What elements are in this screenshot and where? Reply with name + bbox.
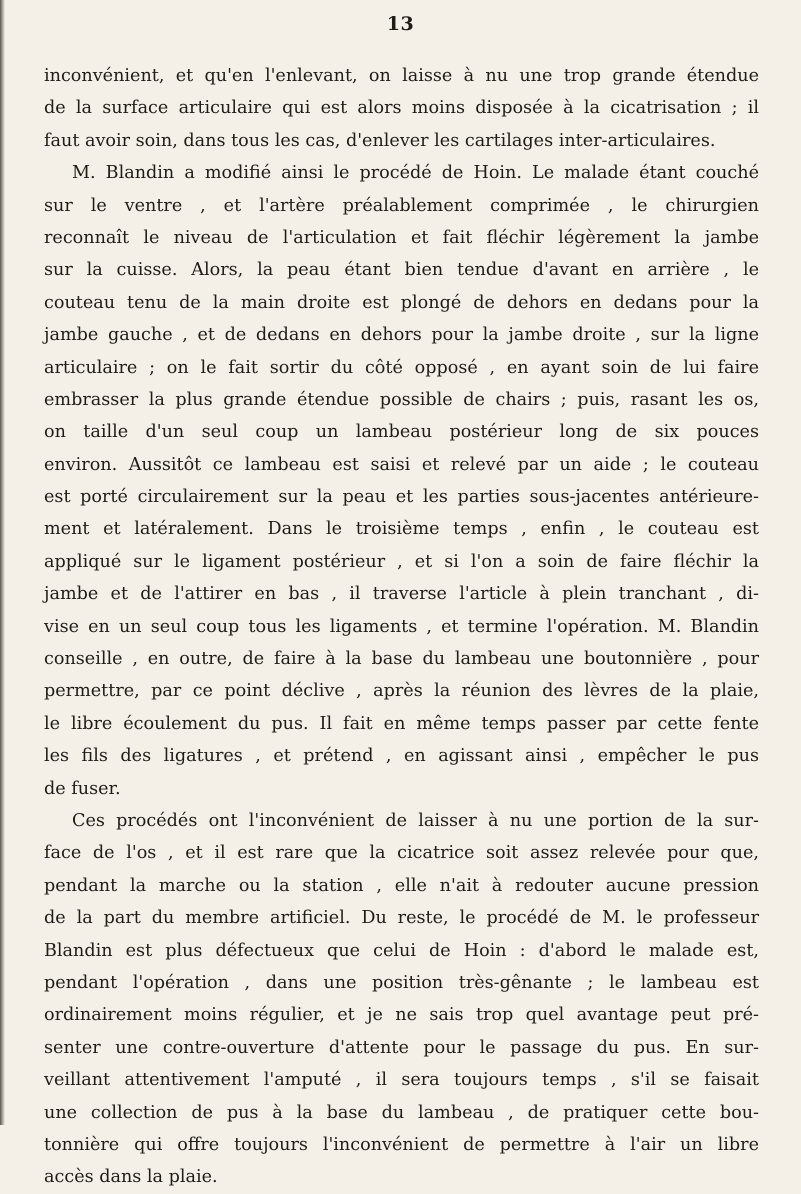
paragraph: [44, 157, 759, 805]
text-line: ordinairement moins régulier, et je ne sais trop quel avantage peut pré-: [44, 1005, 759, 1026]
text-line: jambe gauche , et de dedans en dehors pour la jambe droite , sur la ligne: [44, 325, 759, 346]
text-line: de la surface articulaire qui est alors moins disposée à la cicatrisation ; il: [44, 98, 759, 119]
text-line: accès dans la plaie.: [44, 1167, 218, 1188]
text-line: appliqué sur le ligament postérieur , et si l'on a soin de faire fléchir la: [44, 551, 759, 572]
text-line: ment et latéralement. Dans le troisième temps , enfin , le couteau est: [44, 519, 759, 540]
text-line: est porté circulairement sur la peau et les parties sous-jacentes antérieure-: [44, 487, 759, 508]
text-line: M. Blandin a modifié ainsi le procédé de Hoin. Le malade étant couché: [72, 163, 759, 184]
text-line: Blandin est plus défectueux que celui de Hoin : d'abord le malade est,: [44, 940, 759, 961]
text-line: senter une contre-ouverture d'attente pour le passage du pus. En sur-: [44, 1037, 759, 1058]
page-binding-edge: [0, 0, 5, 1125]
text-line: permettre, par ce point déclive , après la réunion des lèvres de la plaie,: [44, 681, 759, 702]
text-line: veillant attentivement l'amputé , il sera toujours temps , s'il se faisait: [44, 1070, 759, 1091]
text-line: les fils des ligatures , et prétend , en agissant ainsi , empêcher le pus: [44, 746, 759, 767]
body-text: [44, 60, 759, 1194]
text-line: vise en un seul coup tous les ligaments , et termine l'opération. M. Blandin: [44, 616, 759, 637]
text-line: face de l'os , et il est rare que la cicatrice soit assez relevée pour que,: [44, 843, 759, 864]
text-line: articulaire ; on le fait sortir du côté opposé , en ayant soin de lui faire: [44, 357, 759, 378]
text-line: Ces procédés ont l'inconvénient de laisser à nu une portion de la sur-: [72, 810, 759, 831]
paragraph: [44, 805, 759, 1194]
text-line: couteau tenu de la main droite est plongé de dehors en dedans pour la: [44, 292, 759, 313]
text-line: embrasser la plus grande étendue possible de chairs ; puis, rasant les os,: [44, 389, 759, 410]
text-line: faut avoir soin, dans tous les cas, d'enlever les cartilages inter-articulaires.: [44, 130, 716, 151]
text-line: de fuser.: [44, 778, 121, 799]
text-line: environ. Aussitôt ce lambeau est saisi et relevé par un aide ; le couteau: [44, 454, 759, 475]
text-line: tonnière qui offre toujours l'inconvénient de permettre à l'air un libre: [44, 1134, 759, 1155]
text-line: inconvénient, et qu'en l'enlevant, on laisse à nu une trop grande étendue: [44, 66, 759, 86]
text-line: reconnaît le niveau de l'articulation et fait fléchir légèrement la jambe: [44, 227, 759, 248]
text-line: conseille , en outre, de faire à la base du lambeau une boutonnière , pour: [44, 649, 759, 670]
text-line: sur le ventre , et l'artère préalablement comprimée , le chirurgien: [44, 195, 759, 216]
page-number: 13: [386, 13, 415, 35]
text-line: le libre écoulement du pus. Il fait en même temps passer par cette fente: [44, 713, 759, 734]
text-line: jambe et de l'attirer en bas , il traverse l'article à plein tranchant , di-: [44, 584, 759, 605]
text-line: une collection de pus à la base du lambeau , de pratiquer cette bou-: [44, 1102, 759, 1123]
paragraph: [44, 60, 759, 157]
text-line: pendant l'opération , dans une position très-gênante ; le lambeau est: [44, 972, 759, 993]
text-line: de la part du membre artificiel. Du reste, le procédé de M. le professeur: [44, 908, 759, 929]
text-line: on taille d'un seul coup un lambeau postérieur long de six pouces: [44, 422, 759, 443]
text-line: sur la cuisse. Alors, la peau étant bien tendue d'avant en arrière , le: [44, 260, 759, 281]
text-line: pendant la marche ou la station , elle n'ait à redouter aucune pression: [44, 875, 759, 896]
